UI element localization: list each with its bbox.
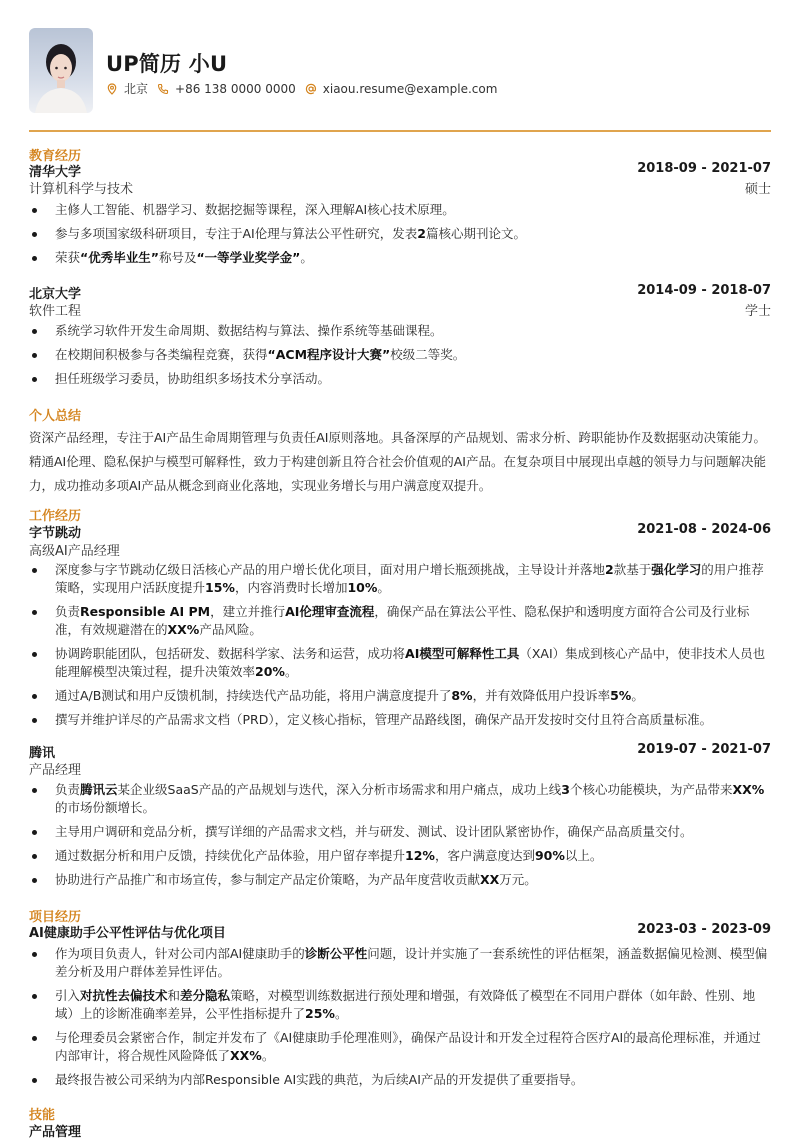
section-title-education: 教育经历 xyxy=(29,149,82,164)
header-divider xyxy=(29,130,771,132)
work-bullets-1 xyxy=(29,561,771,735)
bullet-item: 负责腾讯云某企业级SaaS产品的产品规划与迭代，深入分析市场需求和用户痛点，成功上线3个核心功能模块，为产品带来XX%的市场份额增长。 xyxy=(29,781,771,817)
project-name-1: AI健康助手公平性评估与优化项目 xyxy=(29,926,226,941)
education-degree-1: 硕士 xyxy=(744,182,771,197)
section-title-skills: 技能 xyxy=(29,1108,56,1123)
bullet-item: 通过数据分析和用户反馈，持续优化产品体验，用户留存率提升12%，客户满意度达到90%以上。 xyxy=(29,847,771,865)
bullet-item: 主导用户调研和竞品分析，撰写详细的产品需求文档，并与研发、测试、设计团队紧密协作，确保产品高质量交付。 xyxy=(29,823,771,841)
phone-icon xyxy=(157,83,169,95)
work-role-1: 高级AI产品经理 xyxy=(29,544,120,559)
contact-info xyxy=(106,80,506,97)
education-date-1: 2018-09 - 2021-07 xyxy=(637,161,771,176)
education-degree-2: 学士 xyxy=(744,304,771,319)
work-date-1: 2021-08 - 2024-06 xyxy=(637,522,771,537)
section-title-work: 工作经历 xyxy=(29,509,82,524)
work-bullets-2 xyxy=(29,781,771,895)
bullet-item: 深度参与字节跳动亿级日活核心产品的用户增长优化项目，面对用户增长瓶颈挑战，主导设计并落地2款基于强化学习的用户推荐策略，实现用户活跃度提升15%，内容消费时长增加10%。 xyxy=(29,561,771,597)
bullet-item: 最终报告被公司采纳为内部Responsible AI实践的典范，为后续AI产品的开发提供了重要指导。 xyxy=(29,1071,771,1089)
candidate-name: UP简历 小U xyxy=(106,52,228,76)
education-date-2: 2014-09 - 2018-07 xyxy=(637,283,771,298)
bullet-item: 负责Responsible AI PM，建立并推行AI伦理审查流程，确保产品在算法公平性、隐私保护和透明度方面符合公司及行业标准，有效规避潜在的XX%产品风险。 xyxy=(29,603,771,639)
skills-group-1: 产品管理 xyxy=(29,1125,82,1140)
bullet-item: 协调跨职能团队，包括研发、数据科学家、法务和运营，成功将AI模型可解释性工具（XAI）集成到核心产品中，使非技术人员也能理解模型决策过程，提升决策效率20%。 xyxy=(29,645,771,681)
at-sign-icon xyxy=(305,83,317,95)
education-major-1: 计算机科学与技术 xyxy=(29,182,134,197)
email-link[interactable]: xiaou.resume@example.com xyxy=(322,81,498,96)
section-title-summary: 个人总结 xyxy=(29,409,82,424)
location-text: 北京 xyxy=(124,82,149,96)
bullet-item: 在校期间积极参与各类编程竞赛，获得“ACM程序设计大赛”校级二等奖。 xyxy=(29,346,771,364)
education-bullets-2 xyxy=(29,322,771,394)
phone-text: +86 138 0000 0000 xyxy=(175,81,296,96)
education-school-1: 清华大学 xyxy=(29,165,82,180)
bullet-item: 担任班级学习委员，协助组织多场技术分享活动。 xyxy=(29,370,771,388)
project-bullets-1 xyxy=(29,945,771,1095)
work-company-2: 腾讯 xyxy=(29,746,56,761)
contact-email xyxy=(305,82,498,96)
bullet-item: 系统学习软件开发生命周期、数据结构与算法、操作系统等基础课程。 xyxy=(29,322,771,340)
education-major-2: 软件工程 xyxy=(29,304,82,319)
education-school-2: 北京大学 xyxy=(29,287,82,302)
bullet-item: 引入对抗性去偏技术和差分隐私策略，对模型训练数据进行预处理和增强，有效降低了模型在不同用户群体（如年龄、性别、地域）上的诊断准确率差异，公平性指标提升了25%。 xyxy=(29,987,771,1023)
education-bullets-1 xyxy=(29,201,771,273)
bullet-item: 作为项目负责人，针对公司内部AI健康助手的诊断公平性问题，设计并实施了一套系统性的评估框架，涵盖数据偏见检测、模型偏差分析及用户群体差异性评估。 xyxy=(29,945,771,981)
contact-phone xyxy=(157,82,296,96)
work-date-2: 2019-07 - 2021-07 xyxy=(637,742,771,757)
work-company-1: 字节跳动 xyxy=(29,526,82,541)
contact-location xyxy=(106,80,148,97)
work-role-2: 产品经理 xyxy=(29,763,82,778)
project-date-1: 2023-03 - 2023-09 xyxy=(637,922,771,937)
avatar xyxy=(29,28,93,113)
bullet-item: 通过A/B测试和用户反馈机制，持续迭代产品功能，将用户满意度提升了8%，并有效降低用户投诉率5%。 xyxy=(29,687,771,705)
bullet-item: 撰写并维护详尽的产品需求文档（PRD），定义核心指标，管理产品路线图，确保产品开发按时交付且符合高质量标准。 xyxy=(29,711,771,729)
bullet-item: 协助进行产品推广和市场宣传，参与制定产品定价策略，为产品年度营收贡献XX万元。 xyxy=(29,871,771,889)
bullet-item: 与伦理委员会紧密合作，制定并发布了《AI健康助手伦理准则》，确保产品设计和开发全过程符合医疗AI的最高伦理标准，并通过内部审计，将合规性风险降低了XX%。 xyxy=(29,1029,771,1065)
location-pin-icon xyxy=(106,83,118,95)
bullet-item: 主修人工智能、机器学习、数据挖掘等课程，深入理解AI核心技术原理。 xyxy=(29,201,771,219)
section-title-projects: 项目经历 xyxy=(29,910,82,925)
resume-header xyxy=(29,28,771,114)
bullet-item: 荣获“优秀毕业生”称号及“一等学业奖学金”。 xyxy=(29,249,771,267)
bullet-item: 参与多项国家级科研项目，专注于AI伦理与算法公平性研究，发表2篇核心期刊论文。 xyxy=(29,225,771,243)
summary-text: 资深产品经理，专注于AI产品生命周期管理与负责任AI原则落地。具备深厚的产品规划、需求分析、跨职能协作及数据驱动决策能力。精通AI伦理、隐私保护与模型可解释性，致力于构建创新且符合社会价值观的AI产品。在复杂项目中展现出卓越的领导力与问题解决能力，成功推动多项AI产品从概念到商业化落地，实现业务增长与用户满意度双提升。 xyxy=(29,430,766,493)
